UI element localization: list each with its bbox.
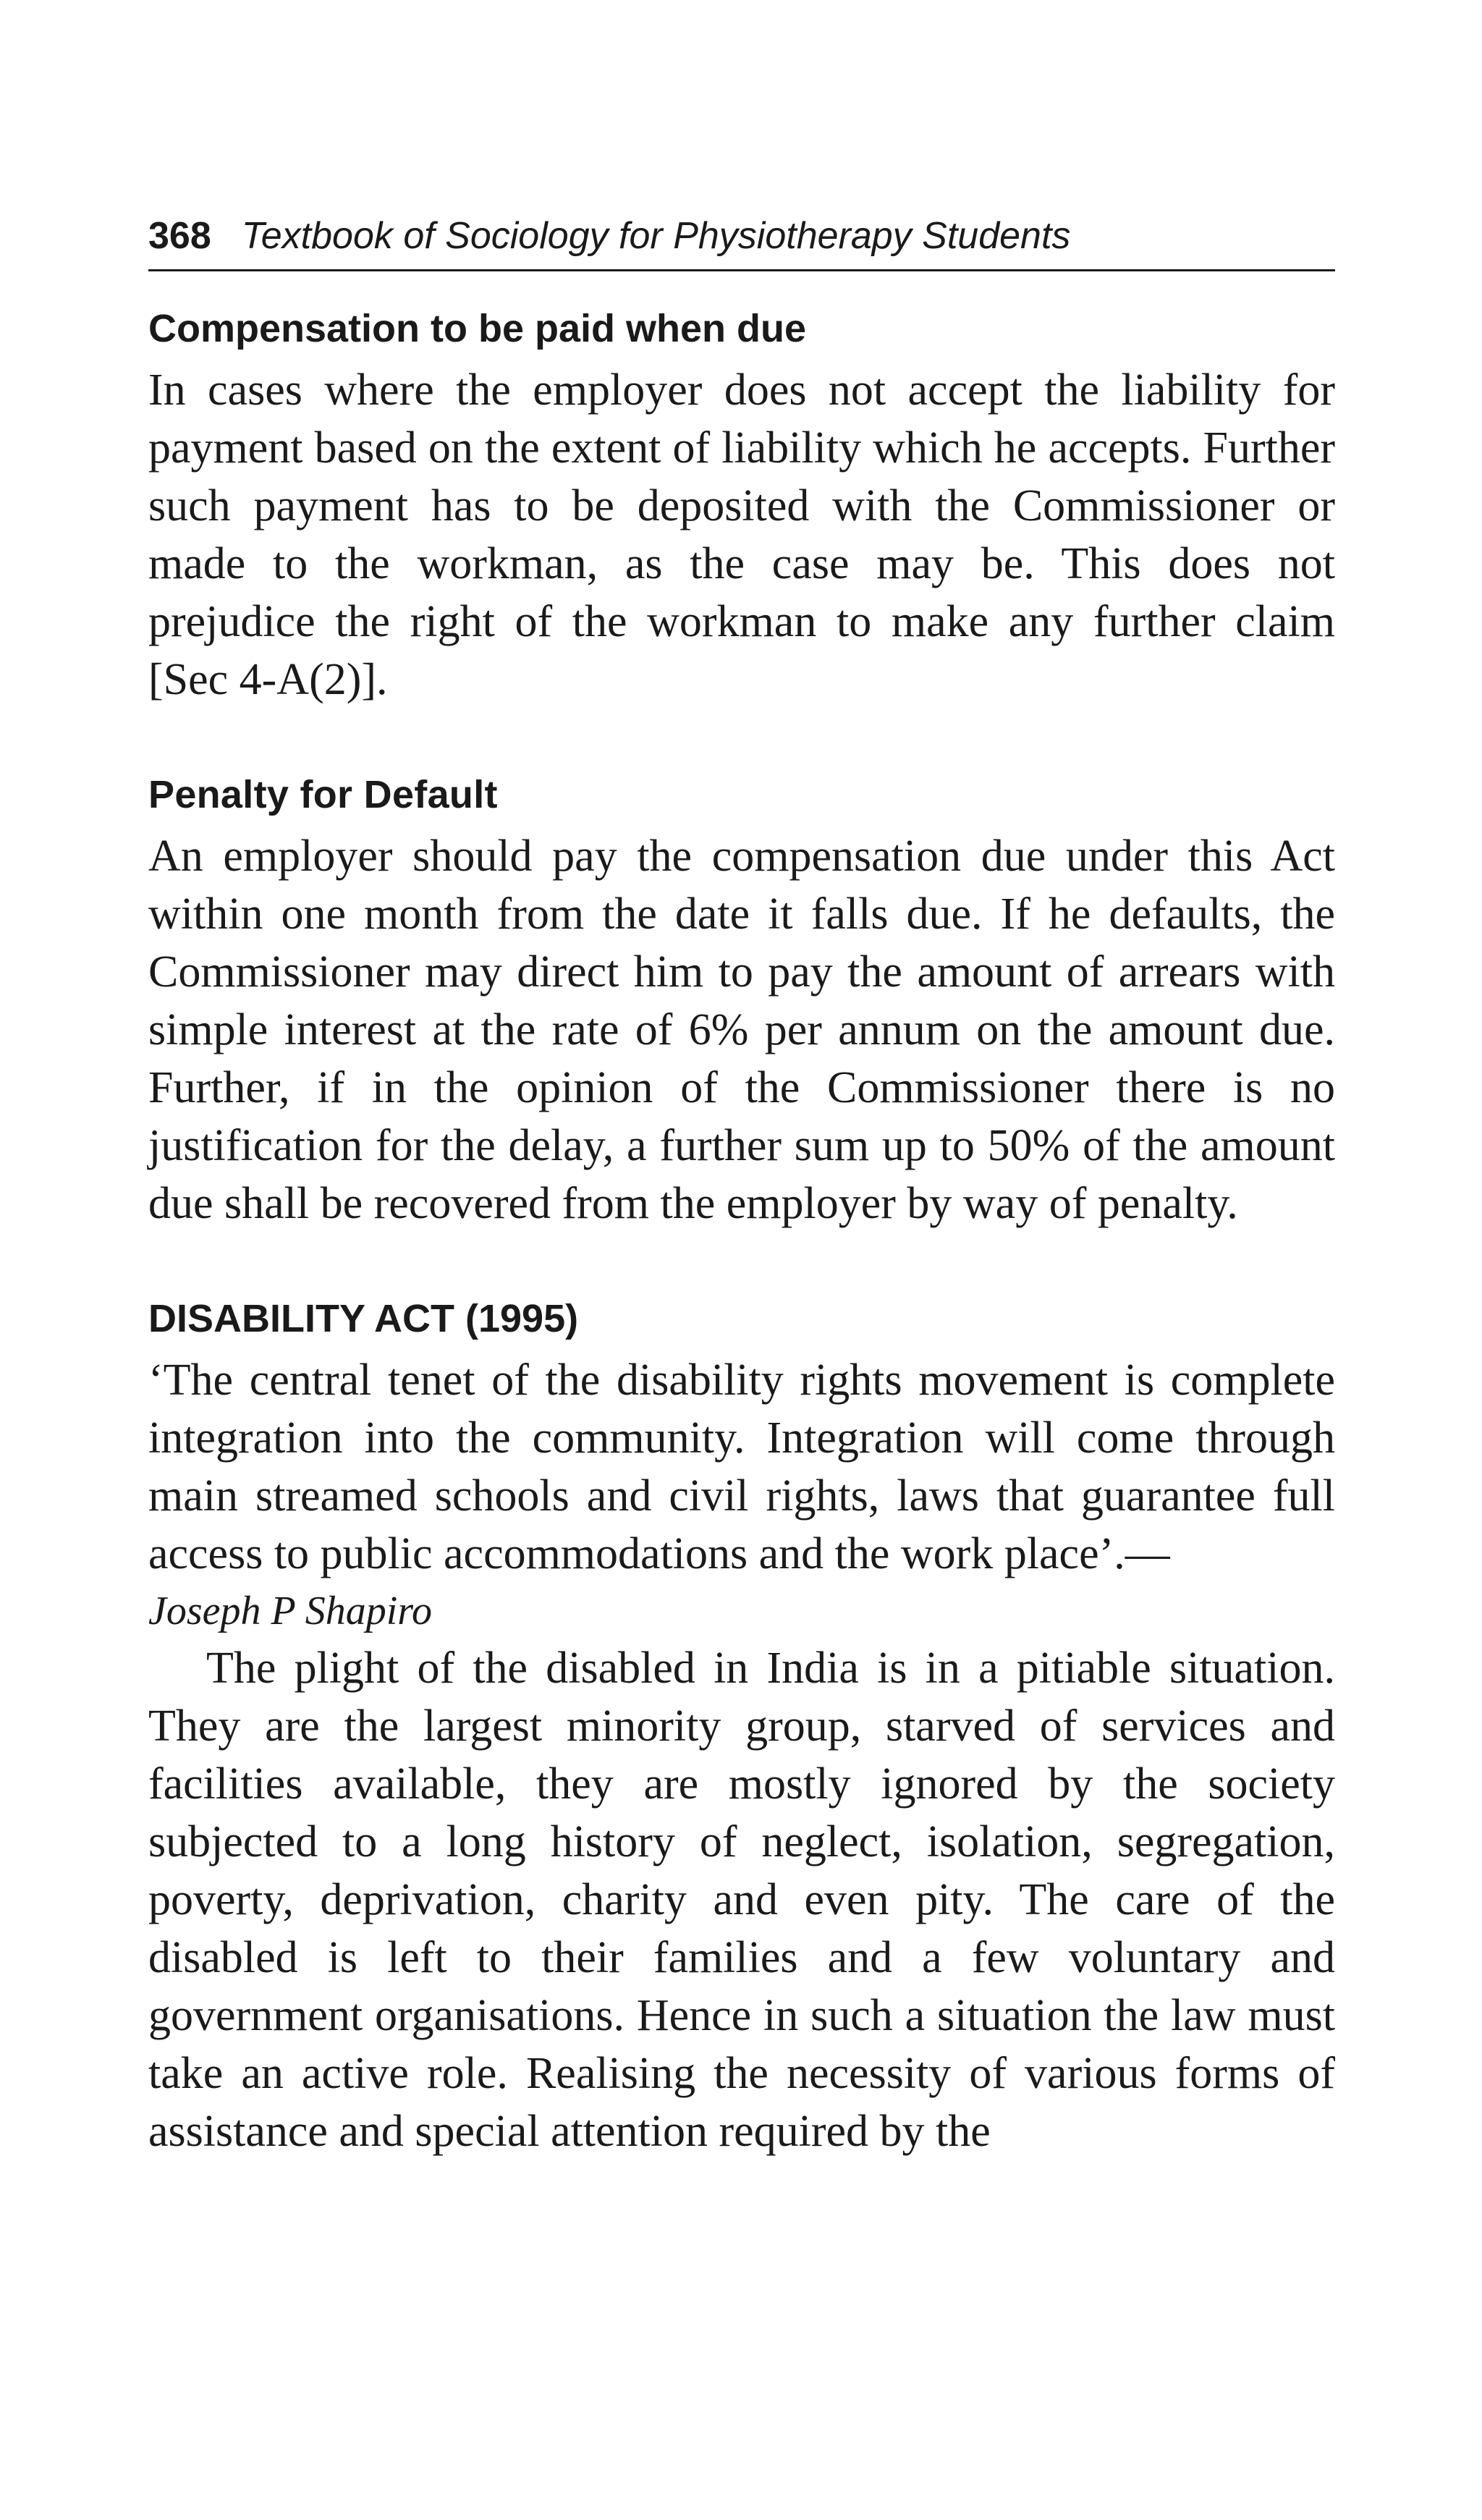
page-number: 368 bbox=[148, 215, 211, 257]
section-heading-disability-act: DISABILITY ACT (1995) bbox=[148, 1297, 579, 1340]
quote-author: Joseph P Shapiro bbox=[148, 1589, 432, 1633]
section-heading-compensation: Compensation to be paid when due bbox=[148, 307, 807, 350]
page-content bbox=[148, 210, 1335, 2160]
section-heading-penalty: Penalty for Default bbox=[148, 773, 498, 816]
quote-text: ‘The central tenet of the disability rights movement is complete integration into the community. Integration will come through main streamed schools and civil rights, laws that guarantee full access to public accommodations and the work place’.— bbox=[148, 1356, 1335, 1578]
paragraph-compensation: In cases where the employer does not accept the liability for payment based on the extent of liability which he accepts. Further such payment has to be deposited with the Commissioner or made to the workman, as the case may be. This does not prejudice the right of the workman to make any further claim [Sec 4-A(2)]. bbox=[148, 365, 1335, 704]
paragraph-disability: The plight of the disabled in India is in a pitiable situation. They are the largest minority group, starved of services and facilities available, they are mostly ignored by the society subjected to a long history of neglect, isolation, segregation, poverty, deprivation, charity and even pity. The care of the disabled is left to their families and a few voluntary and government organisations. Hence in such a situation the law must take an active role. Realising the necessity of various forms of assistance and special attention required by the bbox=[148, 1644, 1335, 2156]
paragraph-penalty: An employer should pay the compensation due under this Act within one month from the date it falls due. If he defaults, the Commissioner may direct him to pay the amount of arrears with simple interest at the rate of 6% per annum on the amount due. Further, if in the opinion of the Commissioner there is no justification for the delay, a further sum up to 50% of the amount due shall be recovered from the employer by way of penalty. bbox=[148, 832, 1335, 1228]
book-title: Textbook of Sociology for Physiotherapy Students bbox=[241, 215, 1071, 257]
running-header bbox=[148, 210, 1335, 271]
